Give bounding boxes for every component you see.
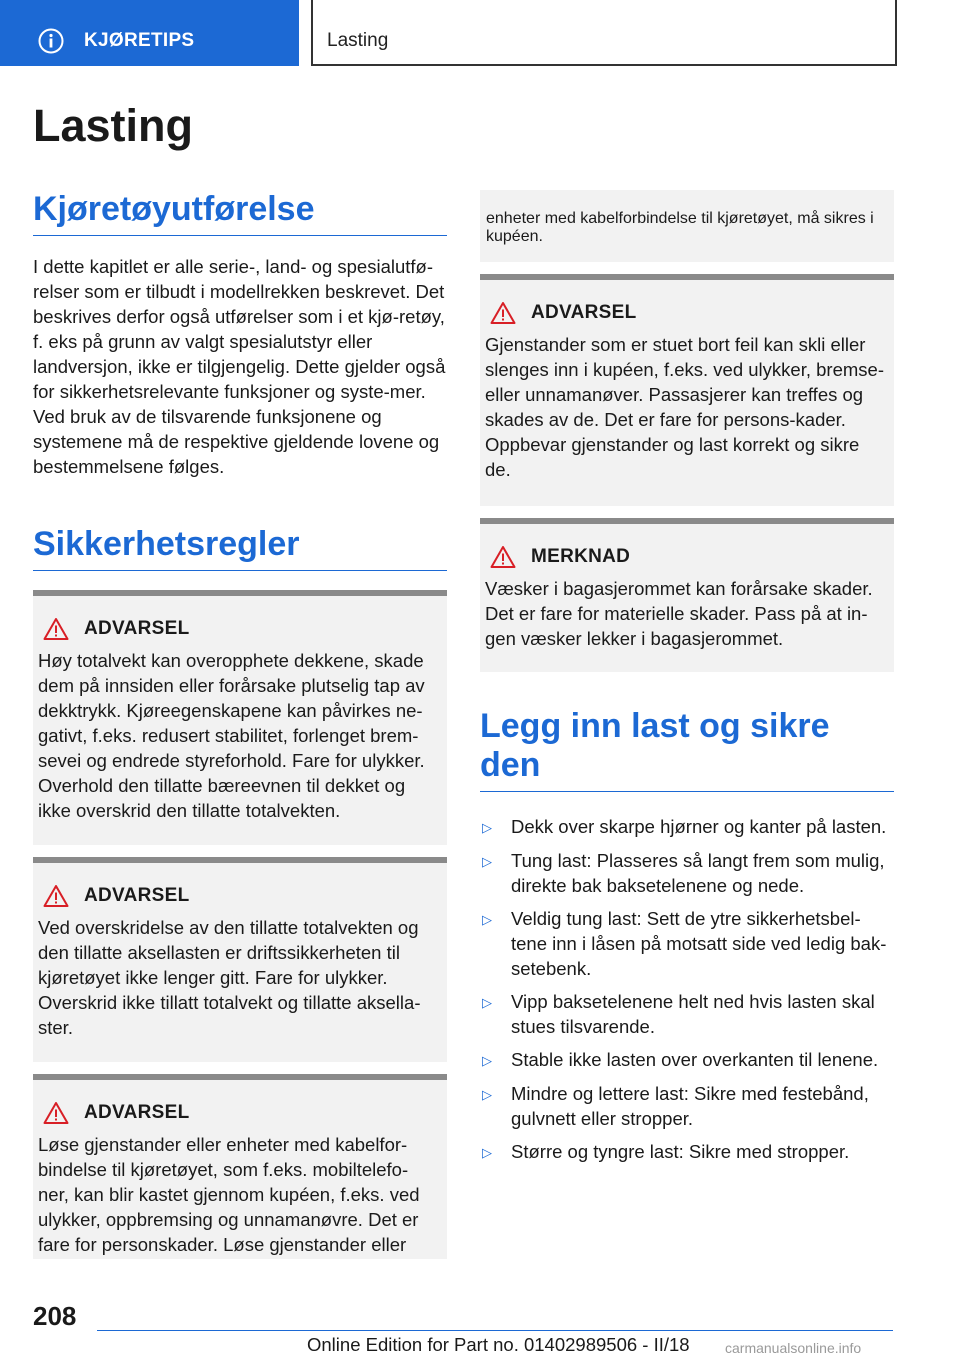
list-item: ▷ Veldig tung last: Sett de ytre sikkerhetsbel-tene inn i låsen på motsatt side ved ledig bak-setebenk. xyxy=(482,908,887,979)
chapter-tab[interactable] xyxy=(0,0,299,66)
warning-triangle-icon xyxy=(43,1101,69,1125)
note-box xyxy=(480,518,894,672)
info-icon xyxy=(38,28,64,54)
warning-title: ADVARSEL xyxy=(84,618,190,639)
triangle-right-icon: ▷ xyxy=(482,1145,492,1160)
list-item: ▷ Dekk over skarpe hjørner og kanter på lasten. xyxy=(480,814,894,840)
triangle-right-icon: ▷ xyxy=(482,820,492,835)
section-heading-safety: Sikkerhetsregler xyxy=(33,525,447,571)
page-number: 208 xyxy=(33,1301,77,1331)
list-item: ▷ Tung last: Plasseres så langt frem som mulig, direkte bak baksetelenene og nede. xyxy=(482,850,885,896)
breadcrumb-label: Lasting xyxy=(327,30,389,51)
right-column xyxy=(480,190,894,1173)
warning-triangle-icon xyxy=(43,884,69,908)
list-item: ▷ Stable ikke lasten over overkanten til lenene. xyxy=(480,1047,894,1073)
triangle-right-icon: ▷ xyxy=(482,1087,492,1102)
warning-header xyxy=(38,614,437,644)
warning-triangle-icon xyxy=(490,301,516,325)
warning-title: ADVARSEL xyxy=(84,885,190,906)
warning-text: Høy totalvekt kan overopphete dekkene, skade dem på innsiden eller forårsake plutselig tap av dekktrykk. Kjøreegenskapene kan påvirkes ne-gativt, f.eks. redusert stabilitet, forlenget brem-sevei og endrede styreforhold. Fare for ulykker. Overhold den tillatte bæreevnen til dekket og ikke overskrid den tillatte totalvekten. xyxy=(38,650,425,821)
breadcrumb xyxy=(311,0,897,66)
vehicle-body-text: I dette kapitlet er alle serie-, land- og spesialutfø-relser som er tilbudt i modellrekken beskrevet. Det beskrives derfor også utførelser som i et kjø-retøy, f. eks på grunn av valgt spesialutstyr eller landversjon, ikke er tilgjengelig. Dette gjelder også for sikkerhetsrelevante funksjoner og syste-mer. Ved bruk av de tilsvarende funksjonene og systemene må de respektive gjeldende lovene og bestemmelsene følges. xyxy=(33,256,446,477)
page-title: Lasting xyxy=(33,100,194,151)
warning-title: ADVARSEL xyxy=(531,302,637,323)
warning-box xyxy=(480,274,894,506)
section-heading-vehicle: Kjøretøyutførelse xyxy=(33,190,447,236)
list-item: ▷ Større og tyngre last: Sikre med stropper. xyxy=(480,1139,894,1165)
warning-title: ADVARSEL xyxy=(84,1102,190,1123)
warning-continuation-text: enheter med kabelforbindelse til kjøretøyet, må sikres i kupéen. xyxy=(486,210,874,245)
section-heading-loading: Legg inn last og sikre den xyxy=(480,707,894,792)
chapter-tab-label: KJØRETIPS xyxy=(84,30,195,51)
warning-header xyxy=(38,1098,437,1128)
triangle-right-icon: ▷ xyxy=(482,912,492,927)
warning-triangle-icon xyxy=(490,545,516,569)
list-item: ▷ Vipp baksetelenene helt ned hvis lasten skal stues tilsvarende. xyxy=(482,991,875,1037)
warning-text: Gjenstander som er stuet bort feil kan skli eller slenges inn i kupéen, f.eks. ved ulykker, bremse- eller unnamanøver. Passasjerer kan treffes og skades av de. Det er fare for persons-kader. Oppbevar gjenstander og last korrekt og sikre de. xyxy=(485,334,884,480)
triangle-right-icon: ▷ xyxy=(482,1053,492,1068)
warning-continuation xyxy=(480,190,894,262)
edition-text: Online Edition for Part no. 01402989506 - II/18 xyxy=(307,1334,690,1355)
loading-steps-list xyxy=(480,814,894,1165)
note-title: MERKNAD xyxy=(531,546,631,567)
note-text: Væsker i bagasjerommet kan forårsake skader. Det er fare for materielle skader. Pass på at in-gen væsker lekker i bagasjerommet. xyxy=(485,578,873,649)
warning-triangle-icon xyxy=(43,617,69,641)
left-column xyxy=(33,190,447,1259)
warning-box xyxy=(33,1074,447,1259)
list-item: ▷ Mindre og lettere last: Sikre med festebånd, gulvnett eller stropper. xyxy=(482,1083,869,1129)
triangle-right-icon: ▷ xyxy=(482,854,492,869)
note-header xyxy=(485,542,884,572)
warning-header xyxy=(38,881,437,911)
warning-box xyxy=(33,590,447,845)
warning-box xyxy=(33,857,447,1062)
warning-header xyxy=(485,298,884,328)
triangle-right-icon: ▷ xyxy=(482,995,492,1010)
warning-text: Ved overskridelse av den tillatte totalvekten og den tillatte aksellasten er driftssikkerheten til kjøretøyet ikke lenger gitt. Fare for ulykker. Overskrid ikke tillatt totalvekt og tillatte aksella-ster. xyxy=(38,917,421,1038)
warning-text: Løse gjenstander eller enheter med kabelfor-bindelse til kjøretøyet, som f.eks. mobiltelefo-ner, kan blir kastet gjennom kupéen, f.eks. ved ulykker, oppbremsing og unnamanøvre. Det er fare for personskader. Løse gjenstander eller xyxy=(38,1134,420,1255)
footer-divider xyxy=(97,1330,893,1331)
watermark: carmanualsonline.info xyxy=(725,1340,862,1356)
